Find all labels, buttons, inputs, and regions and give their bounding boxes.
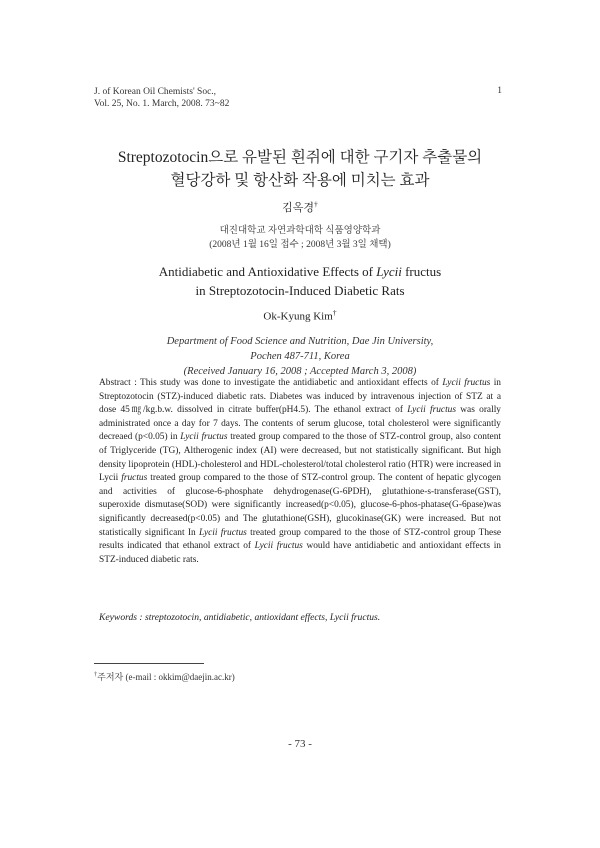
journal-line-2: Vol. 25, No. 1. March, 2008. 73~82 — [94, 99, 230, 109]
korean-title-line-1: Streptozotocin으로 유발된 흰쥐에 대한 구기자 추출물의 — [117, 149, 483, 166]
korean-author — [0, 199, 600, 215]
footnote — [94, 670, 235, 683]
abstract-text-4: treated group compared to the those of STZ-control group, also content of Triglyceride (TG), Altherogenic index (AI) were decreased, but not statistically significant. But high density lipoprotein (HDL)-cholesterol and HDL-cholesterol/total cholesterol ratio (HTR) were increased in Lycii — [99, 432, 501, 484]
abstract-text-3: was orally administrated once a day for 7 days. The contents of serum glucose, total cholesterol were significantly decreaed (p<0.05) in — [99, 405, 501, 443]
abstract-text-5: treated group compared to the those of STZ-control group. The content of hepatic glycogen and activities of glucose-6-phosphate dehydrogenase(G-6PDH), glutathione-s-transferase(GST), superoxide dismutase(SOD) were significantly increased(p<0.05), glucose-6-phos-phatase(G-6pase)was significantly decreased(p<0.05) and The glutathione(GSH), glucokinase(GK) were increased. But not statistically significant In — [99, 473, 501, 538]
journal-line-1: J. of Korean Oil Chemists' Soc., — [94, 87, 217, 97]
abstract-italic-4: fructus — [121, 473, 148, 484]
korean-affiliation — [0, 224, 600, 252]
abstract-italic-2: Lycii fructus — [407, 405, 457, 416]
abstract-text-6: treated group compared to the those of STZ-control group These results indicated that ethanol extract of — [99, 527, 502, 552]
abstract-italic-6: Lycii fructus — [254, 541, 303, 552]
korean-title — [60, 146, 540, 192]
abstract-text-2: in Streptozotocin (STZ)-induced diabetic rats. Diabetes was induced by intravenous injection of STZ at a dose 45㎎/kg.b.w. dissolved in citrate buffer(pH4.5). The ethanol extract of — [99, 378, 501, 416]
abstract-text-1: : This study was done to investigate the antidiabetic and antioxidant effects of — [130, 378, 443, 388]
header-page-number: 1 — [497, 86, 502, 96]
footnote-text: 주저자 (e-mail : okkim@daejin.ac.kr) — [97, 672, 235, 682]
korean-author-name: 김옥경 — [282, 202, 315, 214]
abstract-italic-3: Lycii fructus — [180, 432, 228, 443]
abstract-italic-5: Lycii fructus — [199, 527, 247, 538]
english-title-line-2: in Streptozotocin-Induced Diabetic Rats — [195, 283, 405, 298]
korean-affiliation-name: 대진대학교 자연과학대학 식품영양학과 — [219, 226, 381, 236]
english-title-line-1 — [60, 262, 540, 281]
korean-author-mark: † — [314, 199, 318, 209]
english-dates: (Received January 16, 2008 ; Accepted March 3, 2008) — [183, 366, 417, 377]
keywords: Keywords : streptozotocin, antidiabetic, antioxidant effects, Lycii fructus. — [99, 612, 381, 623]
english-author-mark: † — [332, 308, 337, 317]
english-location: Pochen 487-711, Korea — [250, 351, 350, 362]
page-footer-number: - 73 - — [288, 738, 312, 750]
english-title — [60, 262, 540, 300]
footnote-divider — [94, 663, 204, 664]
english-author — [0, 308, 600, 323]
korean-dates: (2008년 1월 16일 접수 ; 2008년 3월 3일 채택) — [209, 240, 391, 250]
english-affiliation — [0, 334, 600, 379]
abstract — [99, 377, 501, 567]
abstract-text-7: would have antidiabetic and antioxidant effects in STZ-induced diabetic rats. — [99, 541, 501, 565]
abstract-italic-1: Lycii fructus — [442, 378, 491, 388]
english-title-part-1: Antidiabetic and Antioxidative Effects of — [158, 264, 377, 279]
english-author-name: Ok-Kyung Kim — [263, 310, 333, 323]
footnote-mark: † — [94, 671, 98, 678]
korean-title-line-2: 혈당강하 및 항산화 작용에 미치는 효과 — [170, 172, 430, 189]
journal-citation — [94, 86, 229, 110]
english-title-italic: Lycii — [376, 264, 402, 279]
english-department: Department of Food Science and Nutrition, Dae Jin University, — [166, 336, 434, 347]
english-title-part-2: fructus — [401, 264, 442, 279]
abstract-label: Abstract — [99, 378, 131, 388]
